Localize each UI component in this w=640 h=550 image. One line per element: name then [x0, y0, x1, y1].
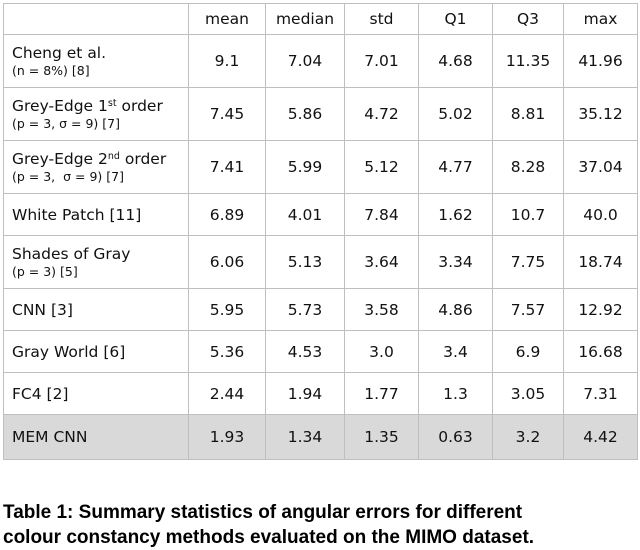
- value-cell-mean: 6.06: [189, 236, 266, 289]
- table-row: [4, 331, 638, 373]
- header-q1: Q1: [419, 4, 493, 35]
- table-row: [4, 236, 638, 289]
- value-cell-q3: 7.57: [493, 289, 564, 331]
- method-name: [12, 384, 188, 404]
- method-name: [12, 205, 188, 225]
- method-name-superscript: st: [107, 98, 117, 109]
- value-cell-mean: 1.93: [189, 415, 266, 460]
- value-cell-std: 1.35: [345, 415, 419, 460]
- method-name-suffix: order: [116, 97, 163, 115]
- value-cell-q1: 3.4: [419, 331, 493, 373]
- method-params: (n = 8%) [8]: [12, 63, 90, 78]
- table-row: [4, 35, 638, 88]
- value-cell-mean: 5.95: [189, 289, 266, 331]
- value-cell-q3: 11.35: [493, 35, 564, 88]
- caption-line-2: colour constancy methods evaluated on the MIMO dataset.: [3, 527, 535, 548]
- value-cell-max: 40.0: [564, 194, 638, 236]
- value-cell-max: 18.74: [564, 236, 638, 289]
- value-cell-median: 5.99: [266, 141, 345, 194]
- value-cell-max: 4.42: [564, 415, 638, 460]
- method-cell: [4, 415, 189, 460]
- value-cell-mean: 7.45: [189, 88, 266, 141]
- value-cell-q1: 4.86: [419, 289, 493, 331]
- value-cell-std: 1.77: [345, 373, 419, 415]
- method-name-suffix: order: [119, 150, 167, 168]
- value-cell-median: 1.34: [266, 415, 345, 460]
- method-name-text: White Patch [11]: [12, 205, 142, 224]
- value-cell-max: 35.12: [564, 88, 638, 141]
- value-cell-mean: 7.41: [189, 141, 266, 194]
- method-cell: [4, 331, 189, 373]
- value-cell-q1: 4.77: [419, 141, 493, 194]
- method-name: [12, 96, 188, 116]
- method-name: [12, 300, 188, 320]
- value-cell-q1: 4.68: [419, 35, 493, 88]
- caption-line-1: Table 1: Summary statistics of angular errors for different: [3, 502, 523, 523]
- table-row: [4, 194, 638, 236]
- header-row: [4, 4, 638, 35]
- value-cell-median: 1.94: [266, 373, 345, 415]
- table-row: [4, 141, 638, 194]
- value-cell-mean: 2.44: [189, 373, 266, 415]
- value-cell-q1: 1.62: [419, 194, 493, 236]
- header-median: median: [266, 4, 345, 35]
- value-cell-max: 37.04: [564, 141, 638, 194]
- method-cell: [4, 373, 189, 415]
- method-name: [12, 244, 188, 264]
- value-cell-median: 4.01: [266, 194, 345, 236]
- value-cell-std: 3.0: [345, 331, 419, 373]
- method-params: (p = 3, σ = 9) [7]: [12, 169, 124, 184]
- value-cell-std: 3.58: [345, 289, 419, 331]
- table-caption: [3, 500, 640, 550]
- header-std: std: [345, 4, 419, 35]
- value-cell-q3: 7.75: [493, 236, 564, 289]
- method-name: [12, 427, 188, 447]
- value-cell-q3: 10.7: [493, 194, 564, 236]
- value-cell-max: 12.92: [564, 289, 638, 331]
- table-row: [4, 289, 638, 331]
- value-cell-median: 5.73: [266, 289, 345, 331]
- value-cell-q3: 8.28: [493, 141, 564, 194]
- value-cell-std: 7.01: [345, 35, 419, 88]
- value-cell-q1: 5.02: [419, 88, 493, 141]
- method-name-superscript: nd: [107, 151, 120, 162]
- header-max: max: [564, 4, 638, 35]
- method-name-text: Grey-Edge 2: [12, 150, 108, 168]
- method-params: (p = 3) [5]: [12, 264, 78, 279]
- table-body: [4, 35, 638, 460]
- value-cell-std: 3.64: [345, 236, 419, 289]
- value-cell-q1: 0.63: [419, 415, 493, 460]
- statistics-table: [3, 3, 638, 460]
- value-cell-std: 5.12: [345, 141, 419, 194]
- method-cell: [4, 289, 189, 331]
- value-cell-q3: 8.81: [493, 88, 564, 141]
- value-cell-std: 7.84: [345, 194, 419, 236]
- value-cell-median: 5.86: [266, 88, 345, 141]
- value-cell-median: 4.53: [266, 331, 345, 373]
- method-cell: [4, 236, 189, 289]
- table-row: [4, 88, 638, 141]
- method-name: [12, 43, 188, 63]
- value-cell-mean: 5.36: [189, 331, 266, 373]
- header-q3: Q3: [493, 4, 564, 35]
- value-cell-median: 7.04: [266, 35, 345, 88]
- method-name-text: MEM CNN: [12, 428, 88, 446]
- header-method: [4, 4, 189, 35]
- method-cell: [4, 35, 189, 88]
- header-mean: mean: [189, 4, 266, 35]
- value-cell-q3: 6.9: [493, 331, 564, 373]
- value-cell-q3: 3.05: [493, 373, 564, 415]
- value-cell-max: 41.96: [564, 35, 638, 88]
- method-name-text: Grey-Edge 1: [12, 97, 108, 115]
- method-name: [12, 342, 188, 362]
- value-cell-max: 7.31: [564, 373, 638, 415]
- method-name-text: Shades of Gray: [12, 245, 131, 263]
- value-cell-q1: 1.3: [419, 373, 493, 415]
- method-cell: [4, 194, 189, 236]
- value-cell-std: 4.72: [345, 88, 419, 141]
- method-name: [12, 149, 188, 169]
- method-name-text: FC4 [2]: [12, 384, 69, 403]
- method-cell: [4, 141, 189, 194]
- value-cell-max: 16.68: [564, 331, 638, 373]
- value-cell-mean: 6.89: [189, 194, 266, 236]
- method-params: (p = 3, σ = 9) [7]: [12, 116, 120, 131]
- value-cell-mean: 9.1: [189, 35, 266, 88]
- method-name-text: Gray World [6]: [12, 342, 126, 361]
- method-cell: [4, 88, 189, 141]
- method-name-text: CNN [3]: [12, 300, 73, 319]
- value-cell-median: 5.13: [266, 236, 345, 289]
- value-cell-q1: 3.34: [419, 236, 493, 289]
- table-row: [4, 373, 638, 415]
- method-name-text: Cheng et al.: [12, 44, 107, 62]
- value-cell-q3: 3.2: [493, 415, 564, 460]
- table-row: [4, 415, 638, 460]
